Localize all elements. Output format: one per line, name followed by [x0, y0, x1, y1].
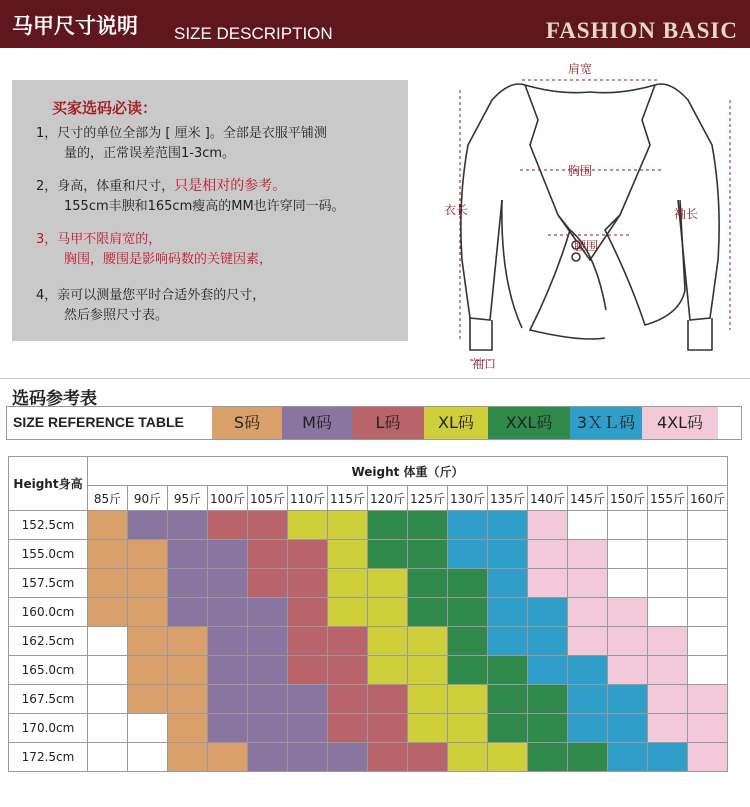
size-cell: [128, 540, 168, 569]
height-cell: 170.0cm: [9, 714, 88, 743]
note-text: 胸围，腰围是影响码数的关键因素，: [64, 252, 273, 267]
weight-column-header: 85斤: [88, 486, 128, 511]
table-row: [9, 685, 728, 714]
size-cell: [448, 656, 488, 685]
waist-label: 腰围: [574, 239, 599, 253]
weight-column-header: 160斤: [688, 486, 728, 511]
note-number: 1，: [36, 126, 58, 141]
weight-column-header: 110斤: [288, 486, 328, 511]
weight-column-header: 100斤: [208, 486, 248, 511]
jacket-sketch: [430, 50, 750, 380]
size-cell: [88, 714, 128, 743]
size-cell: [248, 569, 288, 598]
size-cell: [208, 511, 248, 540]
note-text: 尺寸的单位全部为 [ 厘米 ]。全部是衣服平铺测: [57, 126, 327, 141]
size-cell: [368, 511, 408, 540]
note-number: 4，: [36, 288, 58, 303]
note-number: 2，: [36, 179, 58, 194]
height-cell: 155.0cm: [9, 540, 88, 569]
size-cell: [568, 511, 608, 540]
table-row: [9, 511, 728, 540]
size-cell: [288, 511, 328, 540]
size-cell: [168, 714, 208, 743]
weight-column-header: 105斤: [248, 486, 288, 511]
note-text: 量的，正常误差范围1-3cm。: [64, 146, 236, 161]
size-cell: [88, 511, 128, 540]
size-cell: [488, 656, 528, 685]
weight-column-header: 135斤: [488, 486, 528, 511]
size-cell: [368, 656, 408, 685]
size-cell: [648, 656, 688, 685]
size-cell: [408, 714, 448, 743]
table-row: [9, 627, 728, 656]
height-cell: 157.5cm: [9, 569, 88, 598]
weight-column-header: 155斤: [648, 486, 688, 511]
size-cell: [608, 540, 648, 569]
size-cell: [488, 743, 528, 772]
length-label: 衣长: [444, 203, 469, 217]
size-cell: [528, 598, 568, 627]
weight-column-header: 145斤: [568, 486, 608, 511]
weight-column-header: 115斤: [328, 486, 368, 511]
note-number: 3，: [36, 232, 58, 247]
size-cell: [688, 685, 728, 714]
size-cell: [328, 627, 368, 656]
size-cell: [488, 598, 528, 627]
size-cell: [88, 656, 128, 685]
size-cell: [168, 685, 208, 714]
note-text: 身高，体重和尺寸，: [57, 179, 175, 194]
size-cell: [288, 685, 328, 714]
note-text: 155cm丰腴和165cm瘦高的MM也许穿同一码。: [64, 199, 345, 214]
size-cell: [208, 656, 248, 685]
weight-header: Weight 体重（斤）: [88, 457, 728, 486]
table-row: [9, 598, 728, 627]
size-cell: [688, 540, 728, 569]
size-cell: [168, 743, 208, 772]
size-cell: [608, 627, 648, 656]
size-cell: [528, 511, 568, 540]
size-cell: [688, 627, 728, 656]
size-legend: [6, 406, 742, 440]
height-cell: 152.5cm: [9, 511, 88, 540]
brand-name: FASHION BASIC: [545, 18, 738, 43]
weight-column-header: 140斤: [528, 486, 568, 511]
size-cell: [408, 569, 448, 598]
size-cell: [608, 743, 648, 772]
size-cell: [648, 627, 688, 656]
size-cell: [168, 569, 208, 598]
note-highlight: 只是相对的参考。: [174, 178, 287, 194]
size-cell: [608, 511, 648, 540]
size-cell: [488, 511, 528, 540]
size-chip: 4XL码: [642, 407, 718, 439]
size-cell: [488, 540, 528, 569]
size-cell: [328, 598, 368, 627]
size-cell: [208, 569, 248, 598]
size-cell: [648, 685, 688, 714]
size-cell: [408, 743, 448, 772]
size-cell: [688, 743, 728, 772]
size-cell: [208, 685, 248, 714]
size-cell: [208, 627, 248, 656]
cuff-label: 袖口: [472, 357, 497, 371]
size-cell: [128, 511, 168, 540]
size-cell: [448, 714, 488, 743]
size-cell: [488, 627, 528, 656]
size-cell: [528, 627, 568, 656]
divider: [0, 378, 750, 379]
size-cell: [568, 656, 608, 685]
size-chip: S码: [212, 407, 282, 439]
size-cell: [328, 540, 368, 569]
size-cell: [608, 569, 648, 598]
size-cell: [448, 511, 488, 540]
size-cell: [608, 685, 648, 714]
note-3: [36, 230, 272, 270]
size-cell: [368, 569, 408, 598]
size-cell: [288, 656, 328, 685]
note-2: [36, 176, 345, 217]
size-cell: [88, 598, 128, 627]
table-row: [9, 540, 728, 569]
size-cell: [568, 743, 608, 772]
size-cell: [408, 511, 448, 540]
size-cell: [288, 714, 328, 743]
height-cell: 160.0cm: [9, 598, 88, 627]
size-cell: [568, 685, 608, 714]
size-cell: [408, 627, 448, 656]
chest-label: 胸围: [568, 164, 593, 178]
size-cell: [288, 627, 328, 656]
size-cell: [288, 598, 328, 627]
size-cell: [448, 598, 488, 627]
size-cell: [688, 598, 728, 627]
size-cell: [88, 685, 128, 714]
weight-column-header: 95斤: [168, 486, 208, 511]
size-cell: [168, 656, 208, 685]
height-header: Height身高: [9, 457, 88, 511]
size-chip: 3ＸＬ码: [570, 407, 642, 439]
button-icon: [572, 253, 580, 261]
size-cell: [688, 714, 728, 743]
note-text: 马甲不限肩宽的，: [57, 232, 162, 247]
size-cell: [408, 656, 448, 685]
size-chip: XXL码: [488, 407, 570, 439]
size-cell: [128, 598, 168, 627]
size-cell: [688, 656, 728, 685]
size-cell: [568, 569, 608, 598]
size-cell: [408, 540, 448, 569]
size-cell: [368, 714, 408, 743]
size-cell: [528, 714, 568, 743]
size-cell: [648, 569, 688, 598]
size-cell: [488, 569, 528, 598]
size-cell: [168, 540, 208, 569]
header-bar: [0, 0, 750, 48]
size-cell: [568, 714, 608, 743]
size-cell: [368, 743, 408, 772]
size-cell: [248, 685, 288, 714]
weight-column-header: 90斤: [128, 486, 168, 511]
notes-title: 买家选码必读：: [52, 99, 158, 117]
size-cell: [528, 656, 568, 685]
height-cell: 167.5cm: [9, 685, 88, 714]
size-cell: [248, 656, 288, 685]
size-cell: [328, 569, 368, 598]
size-cell: [168, 627, 208, 656]
weight-column-header: 130斤: [448, 486, 488, 511]
table-row: [9, 569, 728, 598]
note-4: [36, 286, 265, 326]
size-cell: [648, 714, 688, 743]
reference-title: 选码参考表: [12, 389, 97, 409]
table-row: [9, 743, 728, 772]
size-cell: [208, 540, 248, 569]
size-cell: [128, 714, 168, 743]
size-cell: [688, 511, 728, 540]
size-cell: [88, 743, 128, 772]
size-cell: [208, 598, 248, 627]
size-cell: [128, 569, 168, 598]
size-cell: [368, 685, 408, 714]
note-1: [36, 124, 327, 164]
size-cell: [128, 627, 168, 656]
size-cell: [608, 656, 648, 685]
weight-column-header: 125斤: [408, 486, 448, 511]
size-cell: [448, 569, 488, 598]
page-title-en: SIZE DESCRIPTION: [174, 24, 333, 43]
size-cell: [208, 743, 248, 772]
size-cell: [248, 627, 288, 656]
size-cell: [448, 540, 488, 569]
size-cell: [328, 511, 368, 540]
size-cell: [648, 743, 688, 772]
size-cell: [248, 743, 288, 772]
size-cell: [448, 685, 488, 714]
size-cell: [248, 598, 288, 627]
note-text: 亲可以测量您平时合适外套的尺寸，: [57, 288, 266, 303]
size-cell: [328, 685, 368, 714]
note-text: 然后参照尺寸表。: [64, 308, 169, 323]
size-cell: [568, 540, 608, 569]
size-chip: L码: [352, 407, 424, 439]
size-cell: [328, 714, 368, 743]
size-cell: [168, 511, 208, 540]
shoulder-label: 肩宽: [568, 62, 593, 76]
weight-column-header: 120斤: [368, 486, 408, 511]
size-cell: [368, 627, 408, 656]
size-cell: [88, 627, 128, 656]
reference-subtitle: SIZE REFERENCE TABLE: [13, 414, 184, 430]
size-cell: [568, 627, 608, 656]
size-cell: [688, 569, 728, 598]
size-cell: [528, 743, 568, 772]
size-cell: [248, 540, 288, 569]
size-cell: [368, 540, 408, 569]
size-cell: [368, 598, 408, 627]
size-cell: [568, 598, 608, 627]
height-cell: 165.0cm: [9, 656, 88, 685]
size-cell: [128, 656, 168, 685]
page-title-cn: 马甲尺寸说明: [12, 14, 138, 38]
size-cell: [288, 540, 328, 569]
size-cell: [248, 511, 288, 540]
size-cell: [528, 685, 568, 714]
size-cell: [608, 598, 648, 627]
size-chip: XL码: [424, 407, 488, 439]
sleeve-label: 袖长: [674, 207, 699, 221]
size-chip: M码: [282, 407, 352, 439]
size-cell: [328, 743, 368, 772]
size-table: [8, 456, 728, 772]
size-cell: [488, 714, 528, 743]
size-cell: [648, 540, 688, 569]
size-cell: [528, 540, 568, 569]
table-row: [9, 656, 728, 685]
weight-column-header: 150斤: [608, 486, 648, 511]
size-cell: [448, 627, 488, 656]
size-cell: [648, 511, 688, 540]
size-cell: [88, 569, 128, 598]
size-cell: [488, 685, 528, 714]
size-cell: [448, 743, 488, 772]
height-cell: 172.5cm: [9, 743, 88, 772]
size-cell: [168, 598, 208, 627]
size-cell: [608, 714, 648, 743]
height-cell: 162.5cm: [9, 627, 88, 656]
size-cell: [408, 598, 448, 627]
size-cell: [528, 569, 568, 598]
size-cell: [288, 569, 328, 598]
size-cell: [128, 743, 168, 772]
size-cell: [208, 714, 248, 743]
buyer-notes-panel: [12, 80, 408, 341]
size-cell: [328, 656, 368, 685]
table-row: [9, 714, 728, 743]
size-cell: [88, 540, 128, 569]
size-cell: [128, 685, 168, 714]
size-cell: [408, 685, 448, 714]
size-cell: [648, 598, 688, 627]
size-cell: [288, 743, 328, 772]
size-cell: [248, 714, 288, 743]
